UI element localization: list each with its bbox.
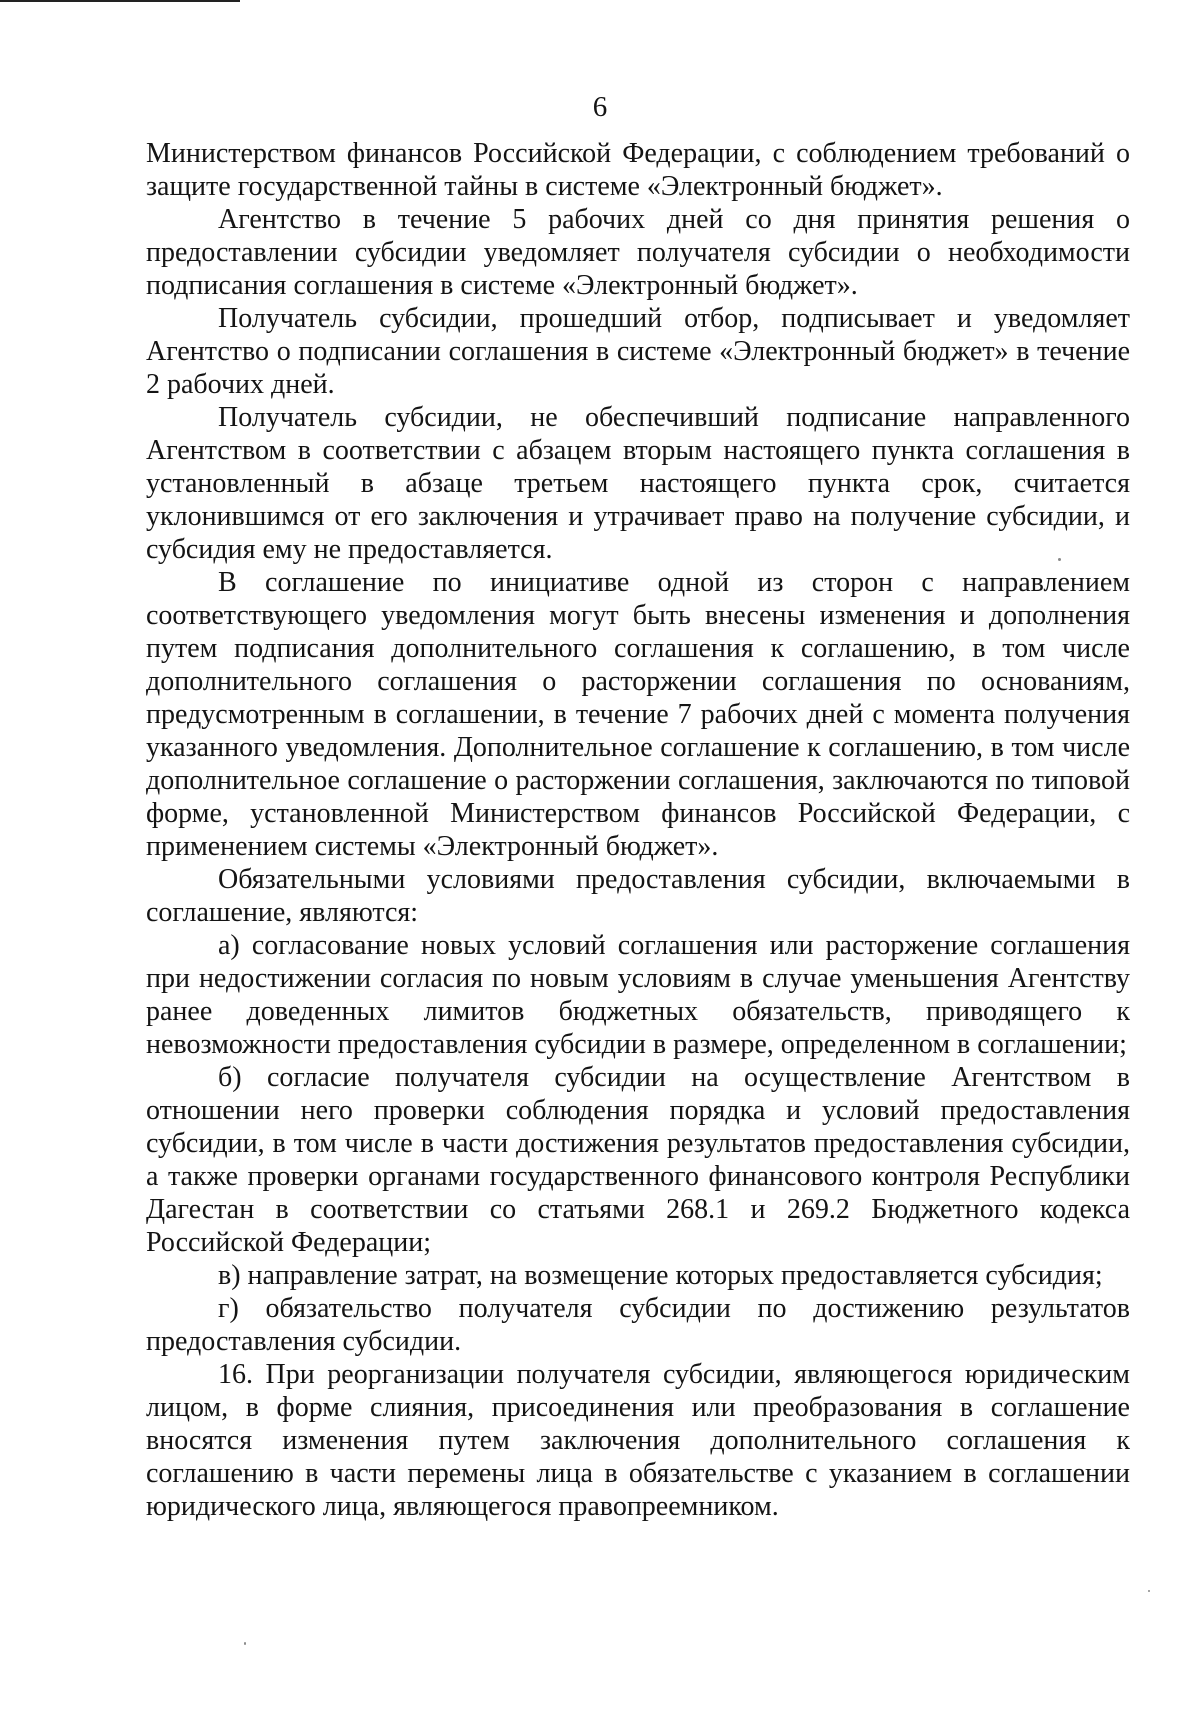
paragraph-evasion: Получатель субсидии, не обеспечивший подписание направленного Агентством в соответствии с абзацем вторым настоящего пункта соглашения в установленный в абзаце третьем настоящего пункта срок, считается уклонившимся от его заключения и утрачивает право на получение субсидии, и субсидия ему не предоставляется. [146,402,1130,565]
scan-speck [244,1642,246,1645]
list-item-v: в) направление затрат, на возмещение которых предоставляется субсидия; [218,1260,1103,1291]
list-item-g: г) обязательство получателя субсидии по достижению результатов предоставления субсидии. [146,1293,1130,1357]
list-item-a: а) согласование новых условий соглашения или расторжение соглашения при недостижении согласия по новым условиям в случае уменьшения Агентству ранее доведенных лимитов бюджетных обязательств, приводящего к невозможности предоставления субсидии в размере, определенном в соглашении; [146,930,1130,1060]
document-body [146,137,1130,1523]
paragraph-amendments: В соглашение по инициативе одной из сторон с направлением соответствующего уведомления могут быть внесены изменения и дополнения путем подписания дополнительного соглашения к соглашению, в том числе дополнительного соглашения о расторжении соглашения по основаниям, предусмотренным в соглашении, в течение 7 рабочих дней с момента получения указанного уведомления. Дополнительное соглашение к соглашению, в том числе дополнительное соглашение о расторжении соглашения, заключаются по типовой форме, установленной Министерством финансов Российской Федерации, с применением системы «Электронный бюджет». [146,567,1130,862]
scan-speck [1148,1590,1150,1592]
scan-speck [1058,558,1061,561]
paragraph-continued: Министерством финансов Российской Федерации, с соблюдением требований о защите государственной тайны в системе «Электронный бюджет». [146,138,1130,202]
paragraph-signing: Получатель субсидии, прошедший отбор, подписывает и уведомляет Агентство о подписании соглашения в системе «Электронный бюджет» в течение 2 рабочих дней. [146,303,1130,400]
paragraph-item-16: 16. При реорганизации получателя субсидии, являющегося юридическим лицом, в форме слияния, присоединения или преобразования в соглашение вносятся изменения путем заключения дополнительного соглашения к соглашению в части перемены лица в обязательстве с указанием в соглашении юридического лица, являющегося правопреемником. [146,1359,1130,1522]
paragraph-mandatory-conditions: Обязательными условиями предоставления субсидии, включаемыми в соглашение, являются: [146,864,1130,928]
list-item-b: б) согласие получателя субсидии на осуществление Агентством в отношении него проверки соблюдения порядка и условий предоставления субсидии, в том числе в части достижения результатов предоставления субсидии, а также проверки органами государственного финансового контроля Республики Дагестан в соответствии со статьями 268.1 и 269.2 Бюджетного кодекса Российской Федерации; [146,1062,1130,1258]
paragraph-notification: Агентство в течение 5 рабочих дней со дня принятия решения о предоставлении субсидии уведомляет получателя субсидии о необходимости подписания соглашения в системе «Электронный бюджет». [146,204,1130,301]
scan-edge-line [0,0,240,2]
page-number: 6 [592,91,608,123]
